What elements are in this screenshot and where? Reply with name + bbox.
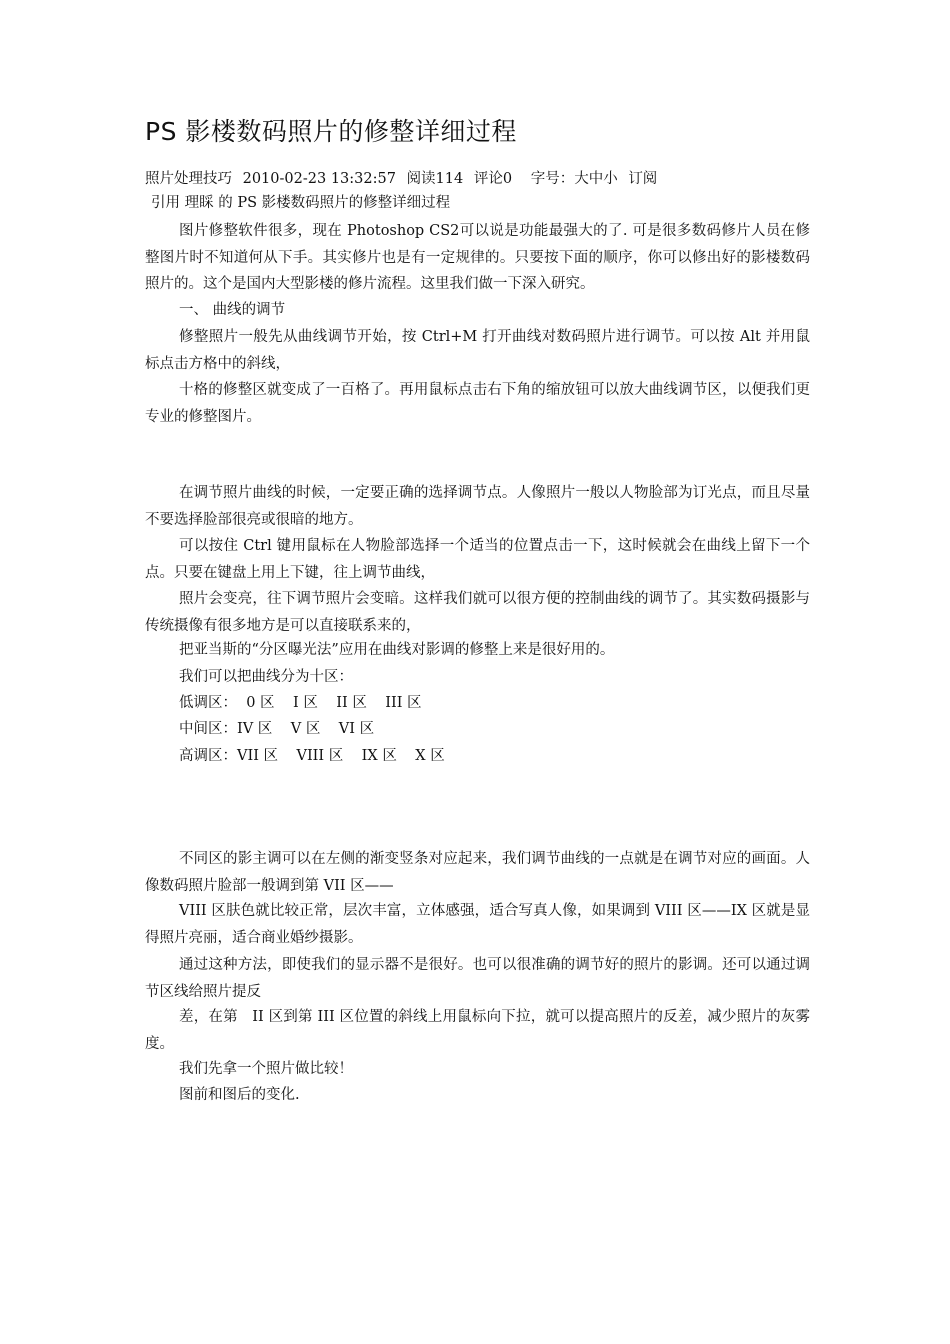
paragraph: 照片会变亮，往下调节照片会变暗。这样我们就可以很方便的控制曲线的调节了。其实数码摄影与传统摄像有很多地方是可以直接联系来的，: [145, 591, 810, 634]
font-size-selector[interactable]: 字号：大中小: [530, 171, 618, 187]
read-count: 阅读114: [406, 171, 464, 187]
article-title: PS 影楼数码照片的修整详细过程: [145, 117, 517, 146]
zone-row-mid: 中间区：IV 区 V 区 VI 区: [179, 721, 375, 737]
zone-row-high: 高调区：VII 区 VIII 区 IX 区 X 区: [179, 748, 445, 764]
subscribe-link[interactable]: 订阅: [628, 171, 658, 187]
paragraph: 把亚当斯的“分区曝光法”应用在曲线对影调的修整上来是很好用的。: [179, 642, 615, 658]
quote-line: 引用 理睬 的 PS 影楼数码照片的修整详细过程: [151, 195, 451, 211]
post-datetime: 2010-02-23 13:32:57: [242, 171, 396, 187]
paragraph: 差，在第 II 区到第 III 区位置的斜线上用鼠标向下拉，就可以提高照片的反差，减少照片的灰雾度。: [145, 1009, 810, 1052]
paragraph: 图片修整软件很多，现在 Photoshop CS2可以说是功能最强大的了. 可是很多数码修片人员在修整图片时不知道何从下手。其实修片也是有一定规律的。只要按下面的顺序，你可以修出好的影楼数码照片的。这个是国内大型影楼的修片流程。这里我们做一下深入研究。: [145, 223, 810, 292]
zone-row-low: 低调区： 0 区 I 区 II 区 III 区: [179, 695, 422, 711]
paragraph: 可以按住 Ctrl 键用鼠标在人物脸部选择一个适当的位置点击一下，这时候就会在曲线上留下一个点。只要在键盘上用上下键，往上调节曲线，: [145, 538, 810, 581]
paragraph: VIII 区肤色就比较正常，层次丰富，立体感强，适合写真人像，如果调到 VIII 区——IX 区就是显得照片亮丽，适合商业婚纱摄影。: [145, 903, 810, 946]
article-meta: [145, 166, 663, 192]
paragraph: 通过这种方法，即使我们的显示器不是很好。也可以很准确的调节好的照片的影调。还可以通过调节区线给照片提反: [145, 957, 810, 1000]
paragraph: 我们先拿一个照片做比较！: [179, 1061, 353, 1077]
category-link[interactable]: 照片处理技巧: [145, 171, 232, 187]
paragraph: 我们可以把曲线分为十区：: [179, 669, 353, 685]
paragraph: 修整照片一般先从曲线调节开始，按 Ctrl+M 打开曲线对数码照片进行调节。可以按 Alt 并用鼠标点击方格中的斜线，: [145, 329, 810, 372]
comment-count[interactable]: 评论0: [473, 171, 513, 187]
paragraph: 在调节照片曲线的时候，一定要正确的选择调节点。人像照片一般以人物脸部为订光点，而且尽量不要选择脸部很亮或很暗的地方。: [145, 485, 810, 528]
section-heading: 一、 曲线的调节: [179, 302, 286, 318]
paragraph: 十格的修整区就变成了一百格了。再用鼠标点击右下角的缩放钮可以放大曲线调节区，以便我们更专业的修整图片。: [145, 382, 810, 425]
paragraph: 不同区的影主调可以在左侧的渐变竖条对应起来，我们调节曲线的一点就是在调节对应的画面。人像数码照片脸部一般调到第 VII 区——: [145, 851, 810, 894]
paragraph: 图前和图后的变化.: [179, 1087, 300, 1103]
